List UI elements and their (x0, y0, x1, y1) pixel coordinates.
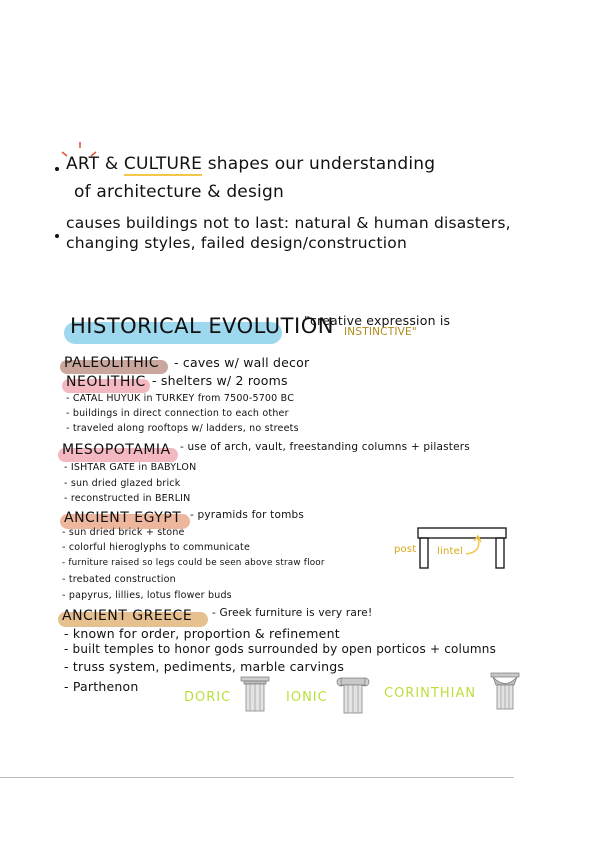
egypt-item: - sun dried brick + stone (62, 527, 185, 538)
mesopotamia-desc: - use of arch, vault, freestanding columns + pilasters (180, 441, 470, 453)
corinthian-column-icon (490, 672, 520, 710)
shapes-text: shapes our understanding (207, 154, 436, 174)
mesopotamia-item: - ISHTAR GATE in BABYLON (64, 462, 197, 473)
page-divider (0, 777, 514, 778)
neolithic-era: NEOLITHIC (66, 374, 146, 390)
greece-desc: - Greek furniture is very rare! (212, 607, 373, 619)
bullet-art-culture (66, 154, 435, 174)
culture-text: CULTURE (123, 154, 203, 174)
post-label: post (394, 544, 417, 555)
quote-line2: INSTINCTIVE" (344, 326, 417, 338)
doric-label: DORIC (184, 690, 232, 705)
mesopotamia-era: MESOPOTAMIA (62, 442, 171, 458)
egypt-item: - colorful hieroglyphs to communicate (62, 542, 250, 553)
mesopotamia-item: - reconstructed in BERLIN (64, 493, 191, 504)
egypt-item: - furniture raised so legs could be seen above straw floor (62, 558, 325, 568)
paleolithic-desc: - caves w/ wall decor (174, 355, 310, 370)
amp-text: & (104, 154, 119, 174)
art-text: ART (66, 154, 100, 174)
bullet-art-culture-line2: of architecture & design (74, 182, 284, 202)
quote-line1: "creative expression is (304, 313, 451, 328)
mesopotamia-item: - sun dried glazed brick (64, 478, 181, 489)
ionic-column-icon (336, 676, 370, 714)
bullet-dot (55, 234, 59, 238)
greece-item: - truss system, pediments, marble carvings (64, 659, 345, 674)
egypt-era: ANCIENT EGYPT (64, 510, 182, 526)
doric-column-icon (240, 676, 270, 712)
bullet-dot (55, 167, 59, 171)
neolithic-desc: - shelters w/ 2 rooms (152, 373, 288, 388)
bullet-causes-line1: causes buildings not to last: natural & human disasters, (66, 214, 511, 232)
greece-item: - known for order, proportion & refinement (64, 626, 340, 641)
section-title: HISTORICAL EVOLUTION (70, 314, 334, 338)
ionic-label: IONIC (286, 690, 328, 705)
paleolithic-era: PALEOLITHIC (64, 355, 160, 371)
corinthian-label: CORINTHIAN (384, 686, 477, 701)
lintel-label: lintel (437, 546, 463, 557)
greece-item: - built temples to honor gods surrounded by open porticos + columns (64, 642, 497, 656)
neolithic-item: - buildings in direct connection to each other (66, 408, 289, 419)
greece-item: - Parthenon (64, 679, 139, 694)
egypt-desc: - pyramids for tombs (190, 509, 305, 521)
greece-era: ANCIENT GREECE (62, 608, 193, 624)
neolithic-item: - CATAL HUYUK in TURKEY from 7500-5700 BC (66, 393, 295, 404)
egypt-item: - papyrus, lillies, lotus flower buds (62, 590, 232, 601)
bullet-causes-line2: changing styles, failed design/construction (66, 234, 408, 252)
neolithic-item: - traveled along rooftops w/ ladders, no streets (66, 423, 299, 434)
egypt-item: - trebated construction (62, 574, 176, 585)
